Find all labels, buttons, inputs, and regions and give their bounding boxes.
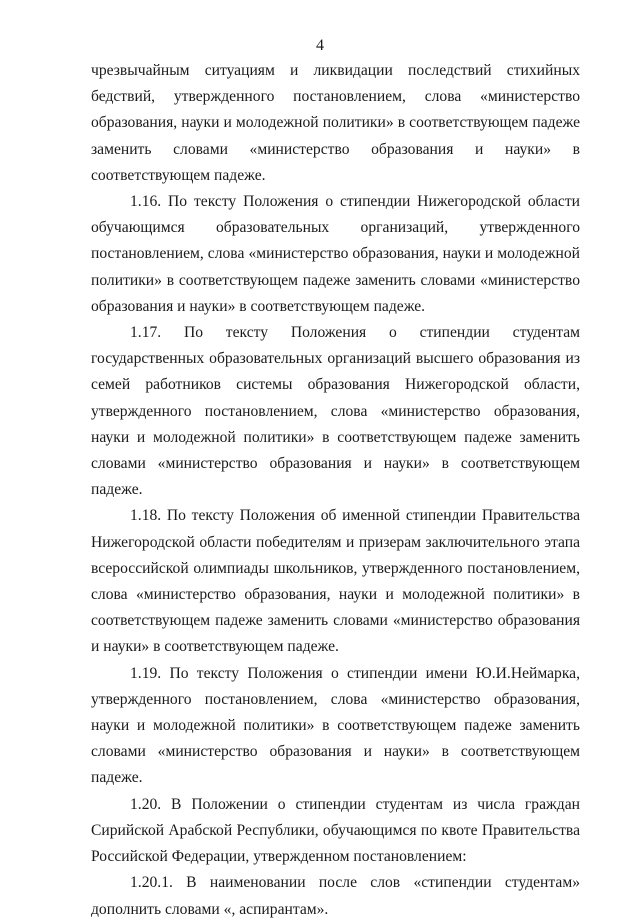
page-number: 4 xyxy=(316,37,324,54)
paragraph-1-20-1: 1.20.1. В наименовании после слов «стипендии студентам» дополнить словами «, аспирантам». xyxy=(91,874,580,918)
paragraph-continuation: чрезвычайным ситуациям и ликвидации последствий стихийных бедствий, утвержденного постановлением, слова «министерство образования, науки и молодежной политики» в соответствующем падеже заменить словами «министерство образования и науки» в соответствующем падеже. xyxy=(91,62,580,184)
document-body xyxy=(91,58,580,923)
paragraph-1-19: 1.19. По тексту Положения о стипендии имени Ю.И.Неймарка, утвержденного постановлением, слова «министерство образования, науки и молодежной политики» в соответствующем падеже заменить словами «министерство образования и науки» в соответствующем падеже. xyxy=(91,664,580,787)
paragraph-1-18: 1.18. По тексту Положения об именной стипендии Правительства Нижегородской области победителям и призерам заключительного этапа всероссийской олимпиады школьников, утвержденного постановлением, слова «министерство образования, науки и молодежной политики» в соответствующем падеже заменить словами «министерство образования и науки» в соответствующем падеже. xyxy=(91,507,580,656)
paragraph-1-20: 1.20. В Положении о стипендии студентам из числа граждан Сирийской Арабской Республики, обучающимся по квоте Правительства Российской Федерации, утвержденном постановлением: xyxy=(91,795,580,866)
paragraph-1-16: 1.16. По тексту Положения о стипендии Нижегородской области обучающимся образовательных организаций, утвержденного постановлением, слова «министерство образования, науки и молодежной политики» в соответствующем падеже заменить словами «министерство образования и науки» в соответствующем падеже. xyxy=(91,193,580,315)
paragraph-1-17: 1.17. По тексту Положения о стипендии студентам государственных образовательных организаций высшего образования из семей работников системы образования Нижегородской области, утвержденного постановлением, слова «министерство образования, науки и молодежной политики» в соответствующем падеже заменить словами «министерство образования и науки» в соответствующем падеже. xyxy=(91,324,580,499)
